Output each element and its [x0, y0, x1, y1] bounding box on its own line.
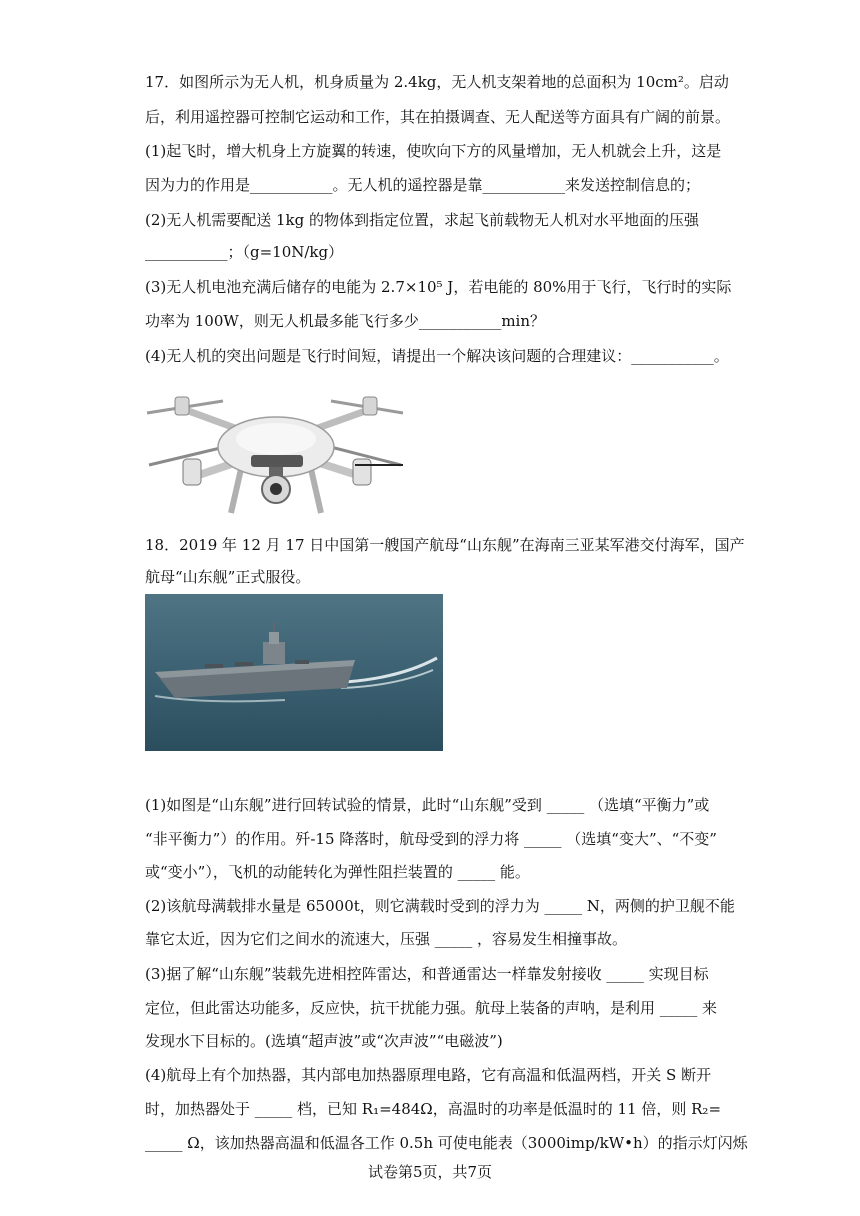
q18-line-2: 航母“山东舰”正式服役。 — [145, 568, 311, 586]
q18-line-13: _____ Ω，该加热器高温和低温各工作 0.5h 可使电能表（3000imp/kW•h）的指示灯闪烁 — [145, 1134, 748, 1152]
drone-image — [145, 373, 407, 519]
q17-line-2: 后，利用遥控器可控制它运动和工作，其在拍摄调查、无人配送等方面具有广阔的前景。 — [145, 108, 731, 126]
q17-line-3: (1)起飞时，增大机身上方旋翼的转速，使吹向下方的风量增加，无人机就会上升，这是 — [145, 142, 722, 160]
q18-line-4: “非平衡力”）的作用。歼-15 降落时，航母受到的浮力将 _____ （选填“变大”、“不变” — [145, 830, 717, 848]
q18-line-5: 或“变小”），飞机的动能转化为弹性阻拦装置的 _____ 能。 — [145, 863, 530, 881]
q18-line-10: 发现水下目标的。(选填“超声波”或“次声波”“电磁波”) — [145, 1032, 503, 1050]
q17-line-4: 因为力的作用是___________。无人机的遥控器是靠___________来发送控制信息的； — [145, 176, 701, 194]
q17-line-5: (2)无人机需要配送 1kg 的物体到指定位置，求起飞前载物无人机对水平地面的压强 — [145, 211, 700, 229]
page-footer: 试卷第5页，共7页 — [367, 1163, 493, 1181]
q17-line-1: 17．如图所示为无人机，机身质量为 2.4kg，无人机支架着地的总面积为 10cm²。启动 — [145, 73, 729, 91]
q18-line-8: (3)据了解“山东舰”装载先进相控阵雷达，和普通雷达一样靠发射接收 _____ 实现目标 — [145, 965, 709, 983]
q18-line-6: (2)该航母满载排水量是 65000t，则它满载时受到的浮力为 _____ N，两侧的护卫舰不能 — [145, 897, 735, 915]
q18-line-3: (1)如图是“山东舰”进行回转试验的情景，此时“山东舰”受到 _____ （选填“平衡力”或 — [145, 796, 710, 814]
q18-line-9: 定位，但此雷达功能多，反应快，抗干扰能力强。航母上装备的声呐，是利用 _____ 来 — [145, 999, 718, 1017]
aircraft-carrier-image — [145, 594, 443, 751]
q18-line-7: 靠它太近，因为它们之间水的流速大，压强 _____ ，容易发生相撞事故。 — [145, 930, 628, 948]
q17-line-8: 功率为 100W，则无人机最多能飞行多少___________min？ — [145, 312, 545, 330]
q18-line-12: 时，加热器处于 _____ 档，已知 R₁=484Ω，高温时的功率是低温时的 11 倍，则 R₂= — [145, 1100, 722, 1118]
q18-line-1: 18．2019 年 12 月 17 日中国第一艘国产航母“山东舰”在海南三亚某军港交付海军，国产 — [145, 536, 745, 554]
q17-line-6: ___________；（g=10N/kg） — [145, 243, 344, 261]
q18-line-11: (4)航母上有个加热器，其内部电加热器原理电路，它有高温和低温两档，开关 S 断开 — [145, 1066, 712, 1084]
q17-line-9: (4)无人机的突出问题是飞行时间短，请提出一个解决该问题的合理建议：___________。 — [145, 347, 729, 365]
q17-line-7: (3)无人机电池充满后储存的电能为 2.7×10⁵ J，若电能的 80%用于飞行，飞行时的实际 — [145, 278, 732, 296]
